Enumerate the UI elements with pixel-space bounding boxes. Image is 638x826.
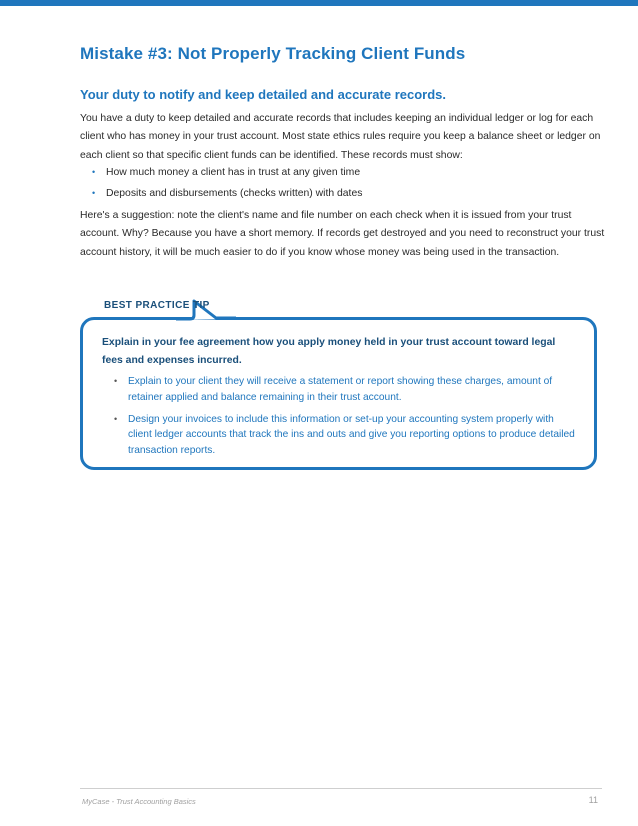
- section-subheading: Your duty to notify and keep detailed and accurate records.: [80, 87, 447, 102]
- list-item: [92, 162, 362, 183]
- footer-divider: [80, 788, 602, 789]
- bullet-icon: •: [114, 413, 118, 424]
- page-title-tag: Mistake #3:: [80, 44, 173, 63]
- top-accent-bar: [0, 0, 638, 6]
- bullet-icon: •: [92, 167, 96, 177]
- body-paragraph-1: You have a duty to keep detailed and accurate records that includes keeping an individual ledger or log for each client who has money in your trust account. Most state ethics rules require you keep a balance sheet or ledger on each client so that specific client funds can be identified. These records must show:: [80, 113, 601, 161]
- list-item: [92, 183, 362, 204]
- footer-source: MyCase - Trust Accounting Basics: [82, 797, 196, 806]
- tip-lead-text: Explain in your fee agreement how you apply money held in your trust account toward legal fees and expenses incurred.: [102, 337, 556, 367]
- records-bullet-list: [92, 162, 362, 204]
- body-paragraph-2: Here's a suggestion: note the client's name and file number on each check when it is issued from your trust account. Why? Because you have a short memory. If records get destroyed and you need to reconstruct your trust account history, it will be much easier to do if you know whose money was being used in the transaction.: [80, 210, 605, 258]
- list-item-text: Design your invoices to include this information or set-up your accounting system properly with client ledger accounts that track the ins and outs and give you reporting options to produce detailed transaction reports.: [128, 413, 575, 457]
- list-item: [114, 374, 576, 406]
- bullet-icon: •: [92, 188, 96, 198]
- list-item-text: Explain to your client they will receive a statement or report showing these charges, amount of retainer applied and balance remaining in their trust account.: [128, 376, 553, 403]
- page-number: 11: [588, 795, 598, 805]
- tip-bullet-list: [114, 374, 576, 465]
- list-item-text: How much money a client has in trust at any given time: [106, 167, 361, 178]
- list-item-text: Deposits and disbursements (checks written) with dates: [106, 188, 363, 199]
- bullet-icon: •: [114, 376, 118, 386]
- page-title-text: Not Properly Tracking Client Funds: [172, 44, 466, 63]
- list-item: [114, 412, 576, 459]
- page-title: [80, 44, 465, 64]
- tip-label: BEST PRACTICE TIP: [104, 300, 210, 311]
